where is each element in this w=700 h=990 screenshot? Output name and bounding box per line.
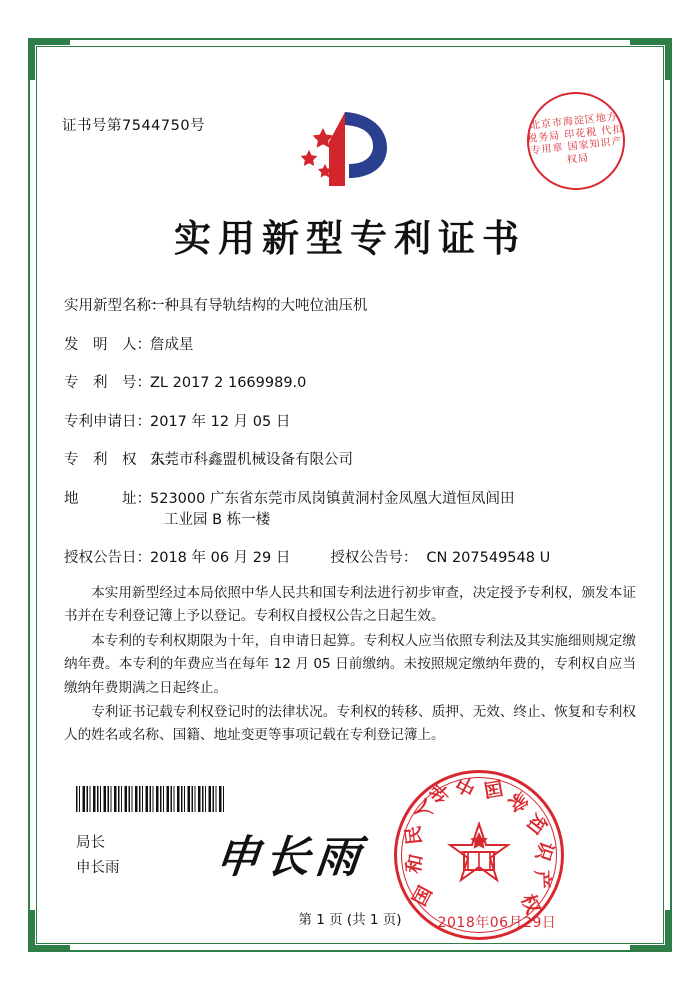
signature-labels bbox=[76, 831, 120, 882]
director-name-label: 申长雨 bbox=[76, 860, 120, 877]
barcode bbox=[76, 786, 224, 812]
field-row-invention-name bbox=[64, 296, 636, 317]
handwritten-signature: 申长雨 bbox=[212, 832, 369, 883]
field-label: 专 利 权 人： bbox=[64, 452, 180, 469]
seal-date: 2018年06月29日 bbox=[437, 915, 557, 931]
field-label: 地 址： bbox=[64, 490, 151, 507]
seal-char: 权 bbox=[516, 891, 544, 917]
seal-char: 知 bbox=[521, 809, 551, 838]
field-label: 专利申请日： bbox=[64, 413, 151, 430]
seal-char: 产 bbox=[530, 869, 554, 890]
seal-char: 和 bbox=[402, 852, 428, 876]
field-value: 2017 年 12 月 05 日 bbox=[150, 413, 291, 430]
field-row-patent-number bbox=[64, 373, 636, 394]
seal-char: 中 bbox=[452, 770, 480, 800]
certificate-number: 证书号第7544750号 bbox=[62, 118, 206, 134]
seal-char: 人 bbox=[408, 795, 437, 823]
seal-char: 国 bbox=[408, 882, 438, 910]
field-row-address bbox=[64, 489, 636, 531]
body-paragraph-3: 专利证书记载专利权登记时的法律状况。专利权的转移、质押、无效、终止、恢复和专利权人的姓名或名称、国籍、地址变更等事项记载在专利登记簿上。 bbox=[64, 703, 636, 744]
national-emblem-icon bbox=[442, 818, 516, 892]
field-value-line2: 工业园 B 栋一楼 bbox=[164, 511, 271, 528]
field-row-application-date bbox=[64, 412, 636, 433]
field-row-grant bbox=[64, 548, 636, 569]
cnipa-logo-icon bbox=[283, 108, 403, 190]
director-title-label: 局长 bbox=[76, 835, 105, 851]
seal-char: 识 bbox=[530, 838, 558, 864]
field-value: 詹成星 bbox=[150, 336, 194, 353]
grant-number-label: 授权公告号： bbox=[330, 550, 418, 567]
field-label: 专 利 号： bbox=[64, 375, 151, 392]
page-footer: 第 1 页 (共 1 页) bbox=[298, 912, 402, 928]
field-value: 523000 广东省东莞市凤岗镇黄洞村金凤凰大道恒凤闾田 bbox=[150, 490, 515, 507]
body-paragraph-1: 本实用新型经过本局依照中华人民共和国专利法进行初步审查，决定授予专利权，颁发本证书并在专利登记簿上予以登记。专利权自授权公告之日起生效。 bbox=[64, 585, 636, 625]
field-value: ZL 2017 2 1669989.0 bbox=[150, 375, 307, 392]
field-row-inventor bbox=[64, 335, 636, 356]
certificate-fields bbox=[64, 296, 636, 587]
seal-char: 华 bbox=[426, 777, 456, 807]
field-value: 东莞市科鑫盟机械设备有限公司 bbox=[150, 452, 353, 469]
grant-date-value: 2018 年 06 月 29 日 bbox=[150, 550, 291, 567]
field-label: 实用新型名称： bbox=[64, 298, 166, 314]
tax-stamp-seal bbox=[527, 92, 625, 190]
certificate-body bbox=[64, 582, 636, 749]
seal-char: 家 bbox=[504, 786, 532, 816]
grant-number-value: CN 207549548 U bbox=[426, 550, 551, 567]
field-value-wrapper bbox=[150, 489, 636, 531]
page-title: 实用新型专利证书 bbox=[174, 217, 526, 260]
tax-stamp-text: 北京市海淀区地方税务局 印花税 代扣专用章 国家知识产权局 bbox=[526, 111, 624, 166]
seal-char: 国 bbox=[481, 775, 505, 801]
body-paragraph-2: 本专利的专利权期限为十年，自申请日起算。专利权人应当依照专利法及其实施细则规定缴纳年费。本专利的年费应当在每年 12 月 05 日前缴纳。未按照规定缴纳年费的，专利权自应当缴纳年费期满之日起终止。 bbox=[64, 632, 636, 696]
field-label: 发 明 人： bbox=[64, 336, 151, 353]
field-row-patentee bbox=[64, 450, 636, 471]
seal-char: 民 bbox=[402, 824, 426, 846]
field-value: 一种具有导轨结构的大吨位油压机 bbox=[150, 298, 368, 314]
grant-date-label: 授权公告日： bbox=[64, 550, 151, 567]
certificate-page bbox=[36, 46, 664, 944]
